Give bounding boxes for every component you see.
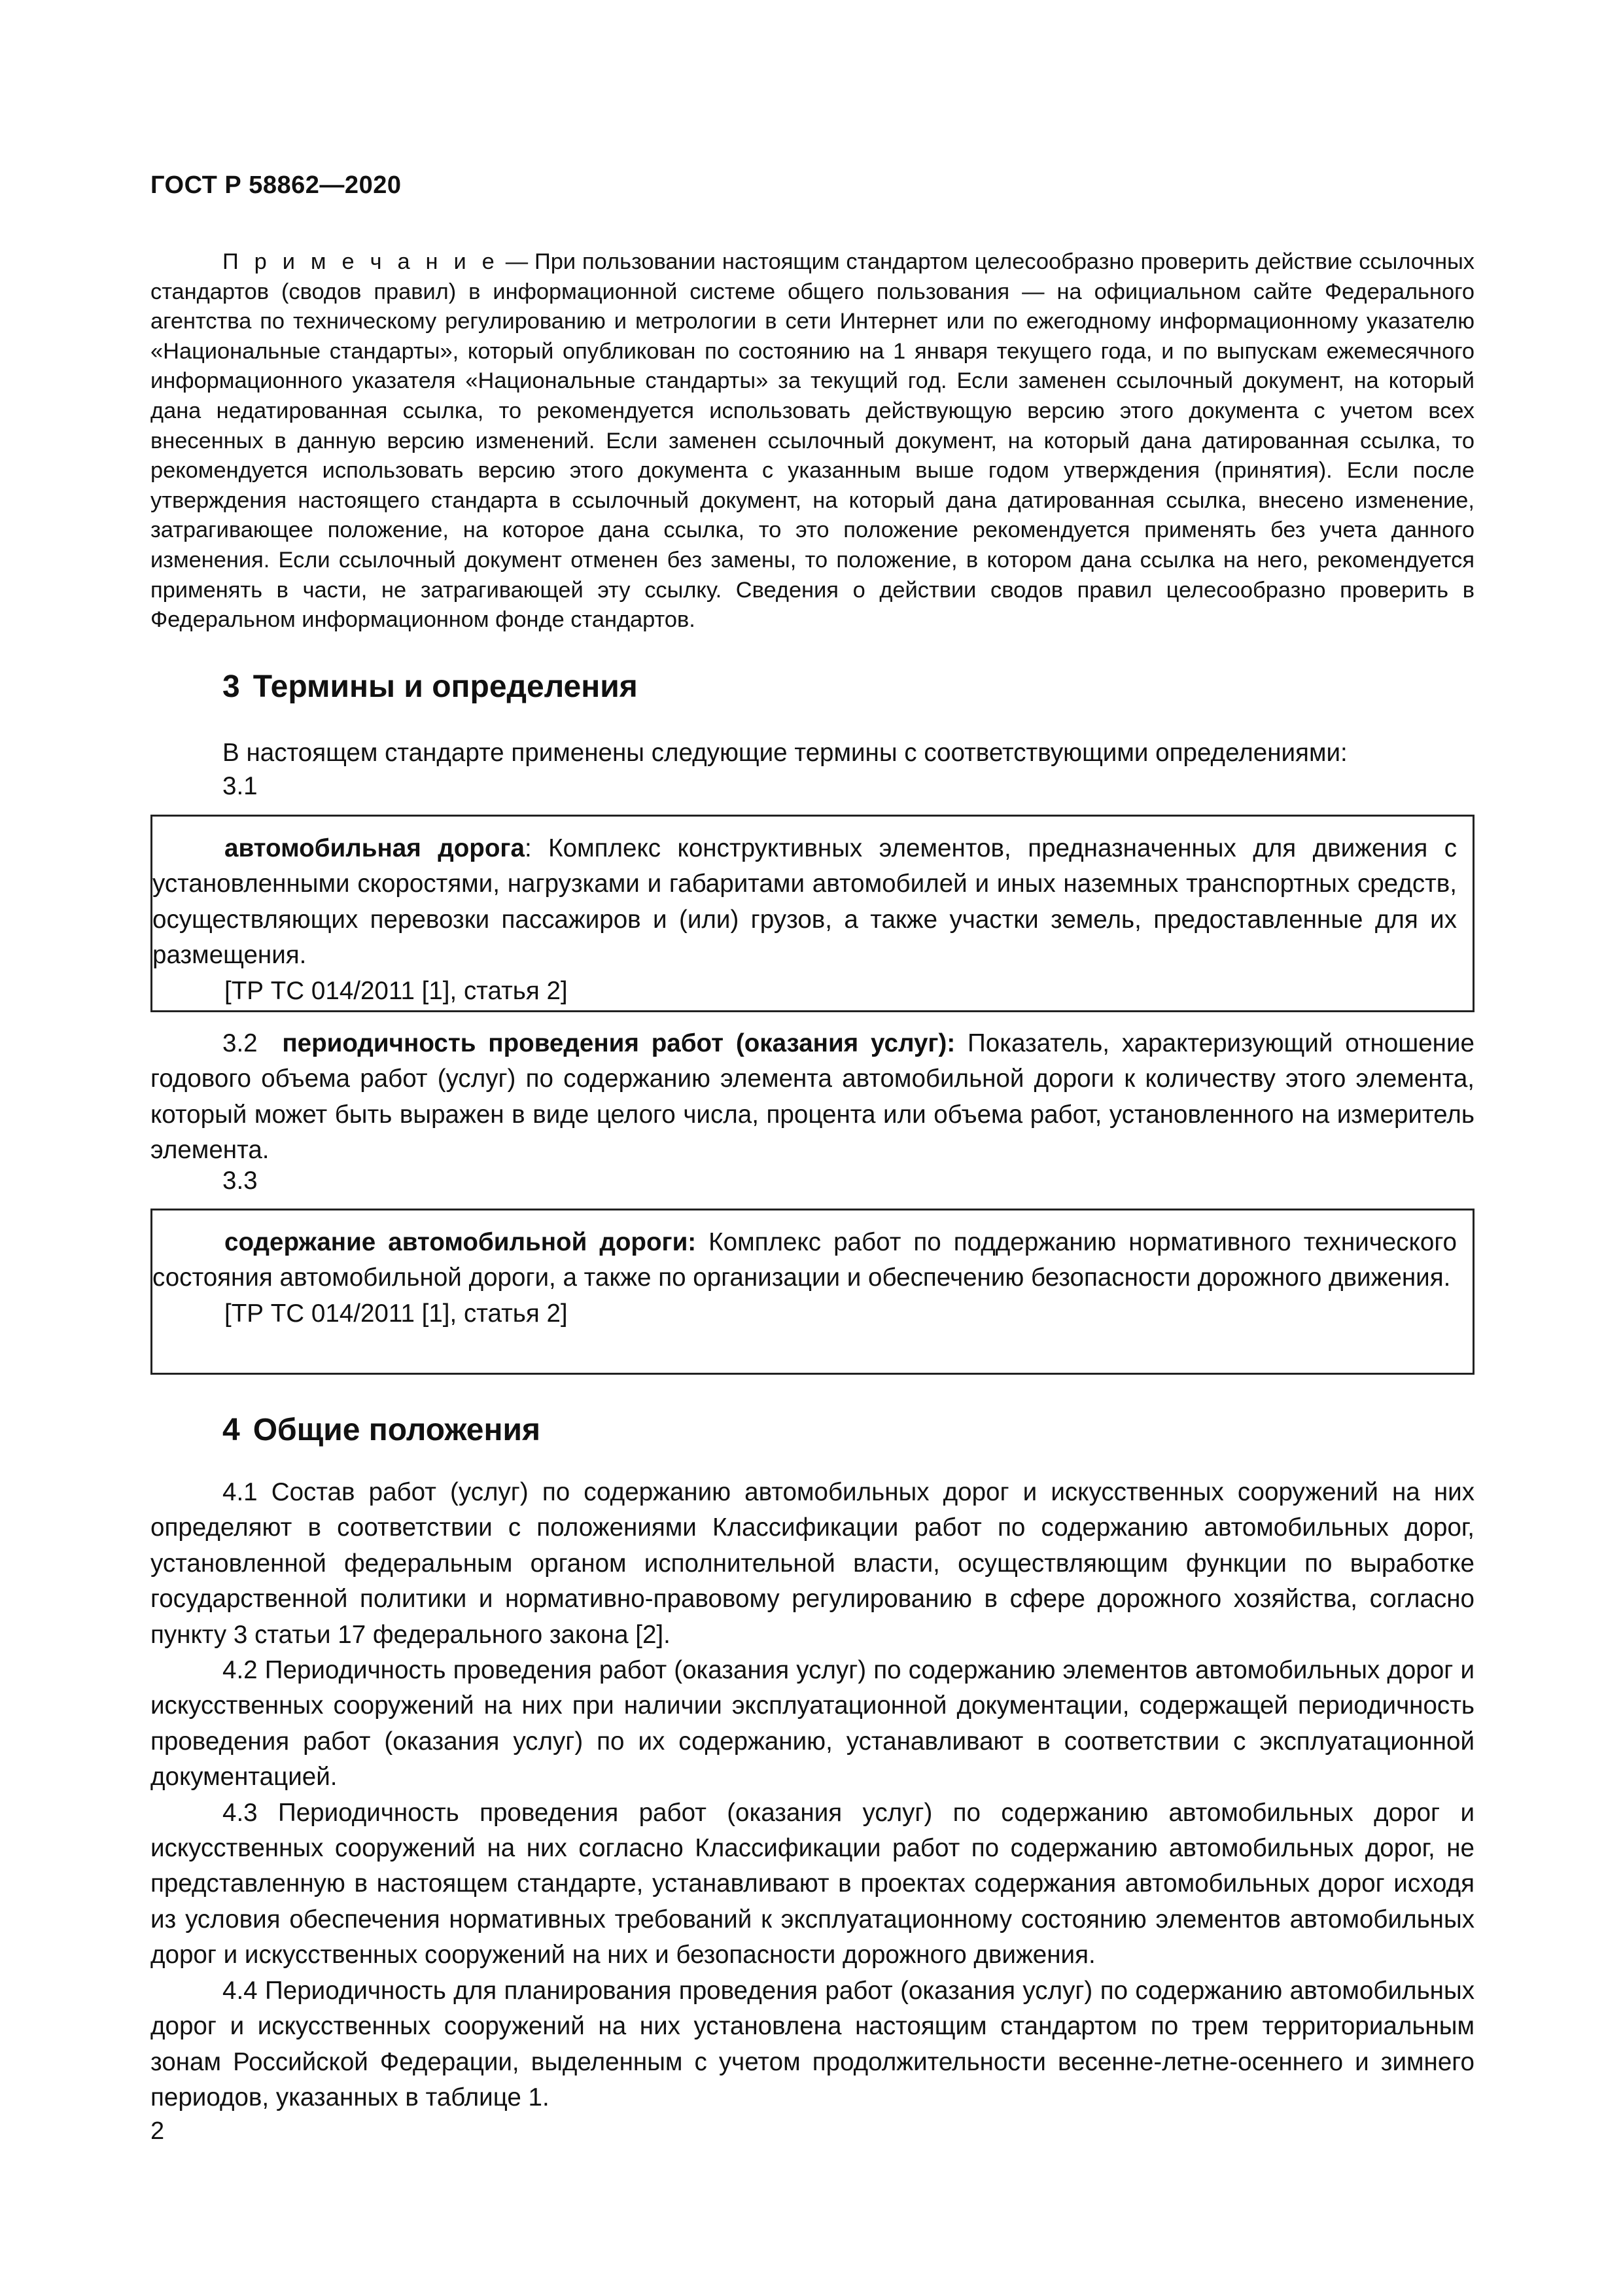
term-3-1-definition: : Комплекс конструктивных элементов, предназначенных для движения с установленными скоростями, нагрузками и габаритами автомобилей и иных наземных транспортных средств, осуществляющих перевозки пассажиров и (или) грузов, а также участки земель, предоставленные для их размещения. xyxy=(152,834,1457,970)
section-4-number: 4 xyxy=(222,1413,240,1447)
section-4-body xyxy=(150,1475,1475,2115)
term-3-3-number: 3.3 xyxy=(222,1167,258,1195)
section-3-title: Термины и определения xyxy=(253,669,638,704)
term-3-3-definition: Комплекс работ по поддержанию нормативного технического состояния автомобильной дороги, а также по организации и обеспечению безопасности дорожного движения. xyxy=(152,1228,1457,1292)
page-number: 2 xyxy=(150,2117,165,2145)
section-3-number: 3 xyxy=(222,669,240,704)
term-3-1-number: 3.1 xyxy=(222,772,258,800)
clause-4-2: 4.2 Периодичность проведения работ (оказания услуг) по содержанию элементов автомобильных дорог и искусственных сооружений на них при наличии эксплуатационной документации, содержащей периодичность проведения работ (оказания услуг) по их содержанию, устанавливают в соответствии с эксплуатационной документацией. xyxy=(150,1656,1475,1792)
term-3-3-term: содержание автомобильной дороги: xyxy=(224,1228,697,1256)
section-3-heading xyxy=(222,669,638,705)
term-3-2-number: 3.2 xyxy=(222,1029,258,1057)
term-3-2-term: периодичность проведения работ (оказания услуг): xyxy=(282,1029,956,1057)
note-label: П р и м е ч а н и е xyxy=(222,249,499,274)
clause-4-3: 4.3 Периодичность проведения работ (оказания услуг) по содержанию автомобильных дорог и искусственных сооружений на них согласно Классификации работ по содержанию автомобильных дорог, не представленную в настоящем стандарте, устанавливают в проектах содержания автомобильных дорог исходя из условия обеспечения нормативных требований к эксплуатационному состоянию элементов автомобильных дорог и искусственных сооружений на них и безопасности дорожного движения. xyxy=(150,1798,1475,1969)
term-3-1-term: автомобильная дорога xyxy=(224,834,525,862)
clause-4-1: 4.1 Состав работ (услуг) по содержанию автомобильных дорог и искусственных сооружений на них определяют в соответствии с положениями Классификации работ по содержанию автомобильных дорог, установленной федеральным органом исполнительной власти, осуществляющим функции по выработке государственной политики и нормативно-правовому регулированию в сфере дорожного хозяйства, согласно пункту 3 статьи 17 федерального закона [2]. xyxy=(150,1478,1475,1649)
term-3-1-source: [ТР ТС 014/2011 [1], статья 2] xyxy=(224,976,568,1005)
reference-note xyxy=(150,247,1475,635)
section-3-intro: В настоящем стандарте применены следующие термины с соответствующими определениями: xyxy=(222,739,1348,767)
section-4-heading xyxy=(222,1412,540,1448)
term-3-2 xyxy=(150,1026,1475,1169)
term-3-3-source: [ТР ТС 014/2011 [1], статья 2] xyxy=(224,1299,568,1328)
document-header: ГОСТ Р 58862—2020 xyxy=(150,171,402,199)
clause-4-4: 4.4 Периодичность для планирования проведения работ (оказания услуг) по содержанию автомобильных дорог и искусственных сооружений на них установлена настоящим стандартом по трем территориальным зонам Российской Федерации, выделенным с учетом продолжительности весенне-летне-осеннего и зимнего периодов, указанных в таблице 1. xyxy=(150,1976,1475,2111)
term-3-1-box xyxy=(150,815,1475,1012)
note-text: — При пользовании настоящим стандартом целесообразно проверить действие ссылочных стандартов (сводов правил) в информационной системе общего пользования — на официальном сайте Федерального агентства по техническому регулированию и метрологии в сети Интернет или по ежегодному информационному указателю «Национальные стандарты», который опубликован по состоянию на 1 января текущего года, и по выпускам ежемесячного информационного указателя «Национальные стандарты» за текущий год. Если заменен ссылочный документ, на который дана недатированная ссылка, то рекомендуется использовать действующую версию этого документа с учетом всех внесенных в данную версию изменений. Если заменен ссылочный документ, на который дана датированная ссылка, то рекомендуется использовать версию этого документа с указанным выше годом утверждения (принятия). Если после утверждения настоящего стандарта в ссылочный документ, на который дана датированная ссылка, внесено изменение, затрагивающее положение, на которое дана ссылка, то это положение рекомендуется применять без учета данного изменения. Если ссылочный документ отменен без замены, то положение, в котором дана ссылка на него, рекомендуется применять в части, не затрагивающей эту ссылку. Сведения о действии сводов правил целесообразно проверить в Федеральном информационном фонде стандартов. xyxy=(150,249,1475,633)
section-4-title: Общие положения xyxy=(253,1413,540,1447)
term-3-3-box xyxy=(150,1209,1475,1375)
term-3-2-definition: Показатель, характеризующий отношение годового объема работ (услуг) по содержанию элемента автомобильной дороги к количеству этого элемента, который может быть выражен в виде целого числа, процента или объема работ, установленного на измеритель элемента. xyxy=(150,1029,1475,1165)
